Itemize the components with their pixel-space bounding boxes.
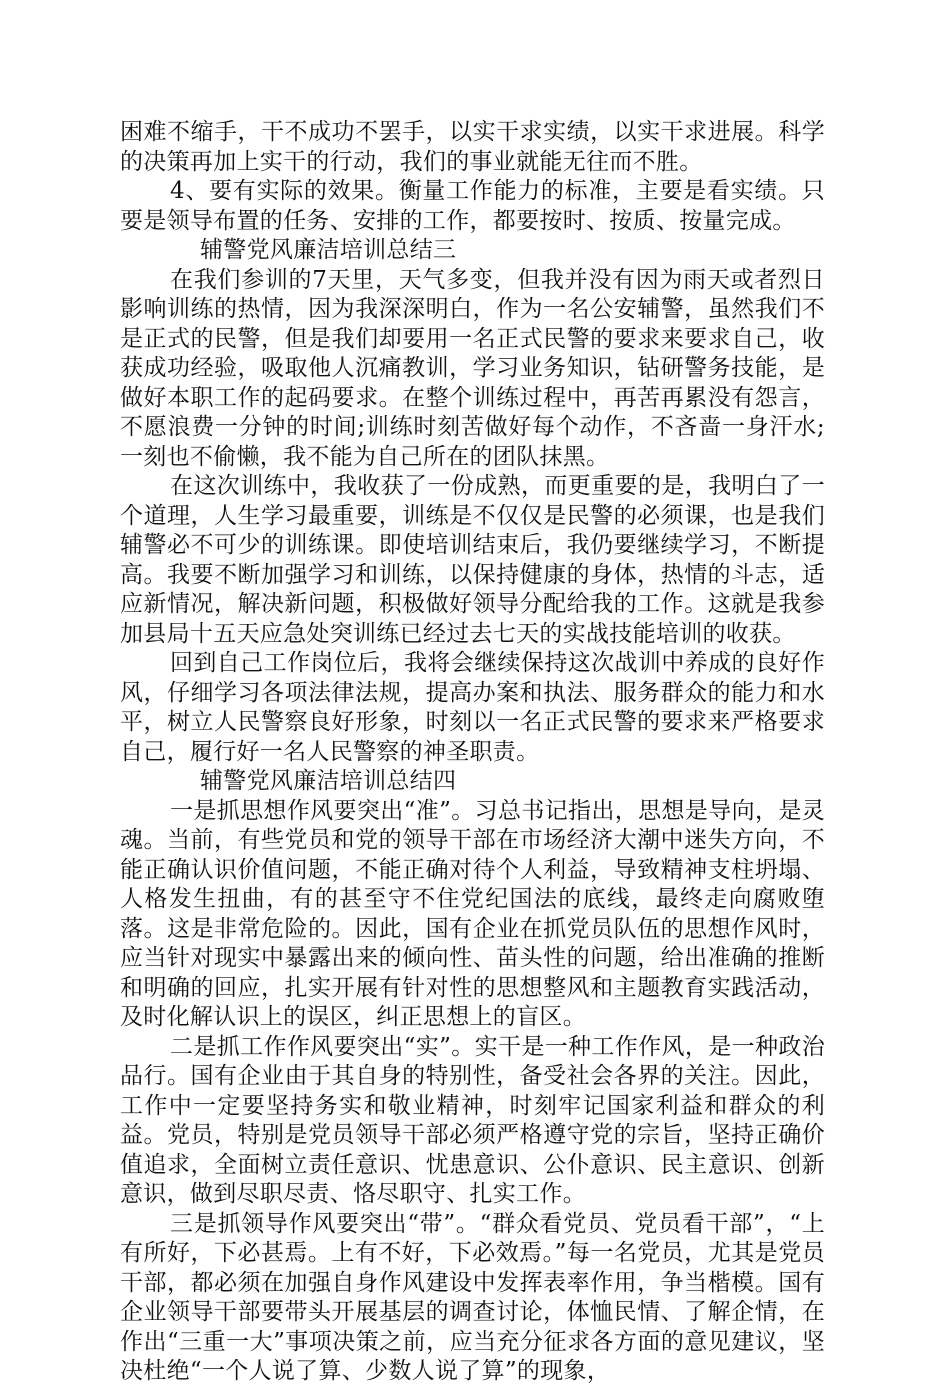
paragraph: 在我们参训的7天里，天气多变，但我并没有因为雨天或者烈日影响训练的热情，因为我深深明白，作为一名公安辅警，虽然我们不是正式的民警，但是我们却要用一名正式民警的要求来要求自己，收获成功经验，吸取他人沉痛教训，学习业务知识，钻研警务技能，是做好本职工作的起码要求。在整个训练过程中，再苦再累没有怨言，不愿浪费一分钟的时间;训练时刻苦做好每个动作，不吝啬一身汗水;一刻也不偷懒，我不能为自己所在的团队抹黑。 bbox=[120, 266, 825, 470]
paragraph-continued: 困难不缩手，干不成功不罢手，以实干求实绩，以实干求进展。科学的决策再加上实干的行动，我们的事业就能无往而不胜。 bbox=[120, 119, 825, 175]
section-heading: 辅警党风廉洁培训总结三 bbox=[200, 237, 457, 263]
paragraph: 二是抓工作作风要突出“实”。实干是一种工作作风，是一种政治品行。国有企业由于其自身的特别性，备受社会各界的关注。因此，工作中一定要坚持务实和敬业精神，时刻牢记国家利益和群众的利益。党员，特别是党员领导干部必须严格遵守党的宗旨，坚持正确价值追求，全面树立责任意识、忧患意识、公仆意识、民主意识、创新意识，做到尽职尽责、恪尽职守、扎实工作。 bbox=[120, 1033, 825, 1207]
paragraph: 回到自己工作岗位后，我将会继续保持这次战训中养成的良好作风，仔细学习各项法律法规，提高办案和执法、服务群众的能力和水平，树立人民警察良好形象，时刻以一名正式民警的要求来严格要求自己，履行好一名人民警察的神圣职责。 bbox=[120, 650, 825, 765]
document-body bbox=[120, 118, 825, 1387]
section-heading: 辅警党风廉洁培训总结四 bbox=[200, 768, 457, 794]
paragraph: 三是抓领导作风要突出“带”。“群众看党员、党员看干部”，“上有所好，下必甚焉。上有不好，下必效焉。”每一名党员，尤其是党员干部，都必须在加强自身作风建设中发挥表率作用，争当楷模。国有企业领导干部要带头开展基层的调查讨论，体恤民情、了解企情，在作出“三重一大”事项决策之前，应当充分征求各方面的意见建议，坚决杜绝“一个人说了算、少数人说了算”的现象， bbox=[120, 1210, 825, 1384]
paragraph: 在这次训练中，我收获了一份成熟，而更重要的是，我明白了一个道理，人生学习最重要，训练是不仅仅是民警的必须课，也是我们辅警必不可少的训练课。即使培训结束后，我仍要继续学习，不断提高。我要不断加强学习和训练，以保持健康的身体，热情的斗志，适应新情况，解决新问题，积极做好领导分配给我的工作。这就是我参加县局十五天应急处突训练已经过去七天的实战技能培训的收获。 bbox=[120, 473, 825, 647]
paragraph: 4、要有实际的效果。衡量工作能力的标准，主要是看实绩。只要是领导布置的任务、安排的工作，都要按时、按质、按量完成。 bbox=[120, 178, 825, 234]
paragraph: 一是抓思想作风要突出“准”。习总书记指出，思想是导向，是灵魂。当前，有些党员和党的领导干部在市场经济大潮中迷失方向，不能正确认识价值问题，不能正确对待个人利益，导致精神支柱坍塌、人格发生扭曲，有的甚至守不住党纪国法的底线，最终走向腐败堕落。这是非常危险的。因此，国有企业在抓党员队伍的思想作风时，应当针对现实中暴露出来的倾向性、苗头性的问题，给出准确的推断和明确的回应，扎实开展有针对性的思想整风和主题教育实践活动，及时化解认识上的误区，纠正思想上的盲区。 bbox=[120, 797, 825, 1030]
